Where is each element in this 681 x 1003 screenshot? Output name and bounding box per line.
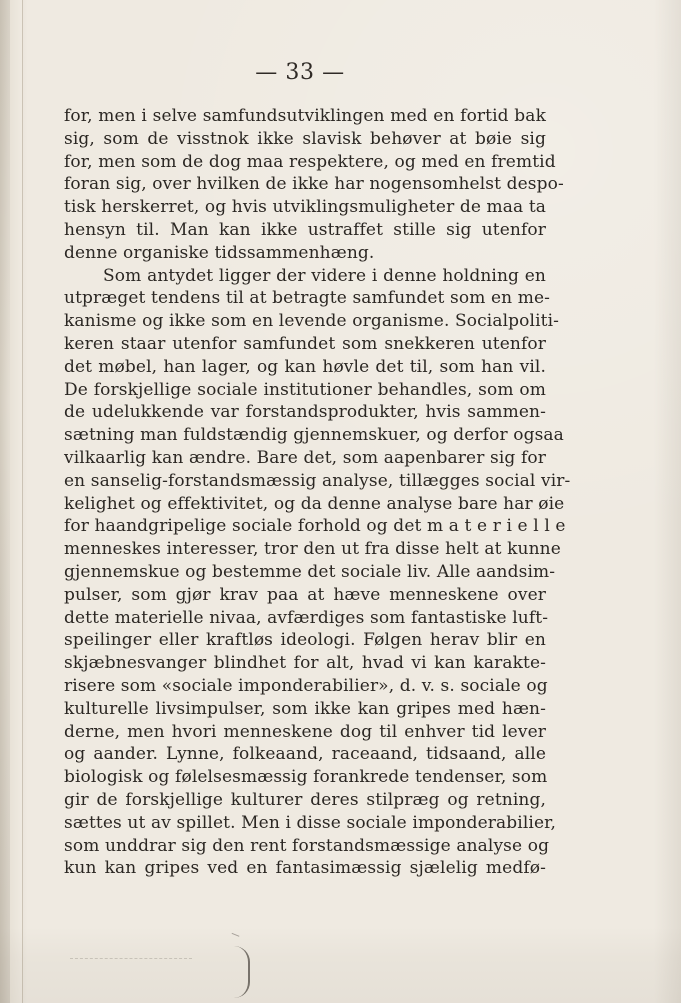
text-line: dette materielle nivaa, avfærdiges som fantastiske luft- xyxy=(64,607,549,628)
text-line: De forskjellige sociale institutioner behandles, som om xyxy=(64,379,546,400)
text-line: og aander. Lynne, folkeaand, raceaand, tidsaand, alle xyxy=(64,744,546,765)
text-line: foran sig, over hvilken de ikke har nogensomhelst despo- xyxy=(64,174,564,195)
text-line: kulturelle livsimpulser, som ikke kan gripes med hæn- xyxy=(64,698,546,719)
page-number: — 33 — xyxy=(255,60,345,85)
text-line: gjennemskue og bestemme det sociale liv. Alle aandsim- xyxy=(64,561,556,582)
pencil-bracket-mark xyxy=(204,946,250,998)
text-line: menneskes interesser, tror den ut fra disse helt at kunne xyxy=(64,539,561,560)
text-line: speilinger eller kraftløs ideologi. Følgen herav blir en xyxy=(64,630,546,651)
text-line: sættes ut av spillet. Men i disse sociale imponderabilier, xyxy=(64,812,557,833)
text-line: pulser, som gjør krav paa at hæve menneskene over xyxy=(64,584,546,605)
binding-shadow xyxy=(0,0,10,1003)
text-line: Som antydet ligger der videre i denne holdning en xyxy=(103,265,546,286)
text-line: denne organiske tidssammenhæng. xyxy=(64,242,375,263)
text-line: sætning man fuldstændig gjennemskuer, og derfor ogsaa xyxy=(64,425,564,446)
text-line: risere som «sociale imponderabilier», d. v. s. sociale og xyxy=(64,675,548,696)
faint-margin-mark xyxy=(70,958,192,960)
text-line: de udelukkende var forstandsprodukter, hvis sammen- xyxy=(64,402,546,423)
text-line: for, men som de dog maa respektere, og med en fremtid xyxy=(64,151,556,172)
text-line: som unddrar sig den rent forstandsmæssige analyse og xyxy=(64,835,550,856)
text-line: vilkaarlig kan ændre. Bare det, som aapenbarer sig for xyxy=(64,447,546,468)
text-line: keren staar utenfor samfundet som snekkeren utenfor xyxy=(64,333,546,354)
page-bottom-edge xyxy=(0,927,681,1003)
text-line: tisk herskerret, og hvis utviklingsmuligheter de maa ta xyxy=(64,197,547,218)
text-line: derne, men hvori menneskene dog til enhver tid lever xyxy=(64,721,546,742)
text-line: for haandgripelige sociale forhold og det m a t e r i e l l e xyxy=(64,516,566,537)
text-line: gir de forskjellige kulturer deres stilpræg og retning, xyxy=(64,789,546,810)
text-line: kelighet og effektivitet, og da denne analyse bare har øie xyxy=(64,493,565,514)
text-line: skjæbnesvanger blindhet for alt, hvad vi kan karakte- xyxy=(64,653,546,674)
text-line: biologisk og følelsesmæssig forankrede tendenser, som xyxy=(64,767,548,788)
text-line: utpræget tendens til at betragte samfundet som en me- xyxy=(64,288,551,309)
body-text xyxy=(64,105,571,880)
text-line: hensyn til. Man kan ikke ustraffet stille sig utenfor xyxy=(64,219,546,240)
text-line: for, men i selve samfundsutviklingen med en fortid bak xyxy=(64,106,546,126)
text-line: kun kan gripes ved en fantasimæssig sjælelig medfø- xyxy=(64,858,546,879)
text-line: kanisme og ikke som en levende organisme. Socialpoliti- xyxy=(64,311,560,332)
text-line: sig, som de visstnok ikke slavisk behøver at bøie sig xyxy=(64,128,546,149)
text-line: det møbel, han lager, og kan høvle det til, som han vil. xyxy=(64,356,546,377)
text-line: en sanselig-forstandsmæssig analyse, tillægges social vir- xyxy=(64,470,571,491)
